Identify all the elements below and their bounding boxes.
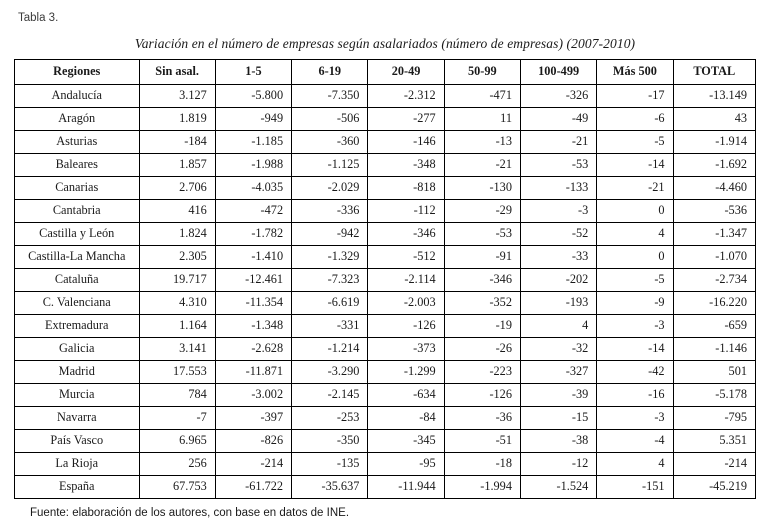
cell-value: -2.628 <box>215 338 291 361</box>
cell-value: -184 <box>139 131 215 154</box>
table-row <box>15 177 756 200</box>
cell-region: Castilla y León <box>15 223 140 246</box>
cell-value: -135 <box>292 453 368 476</box>
cell-region: Murcia <box>15 384 140 407</box>
cell-value: -49 <box>520 108 596 131</box>
cell-total: -1.914 <box>673 131 755 154</box>
table-row <box>15 315 756 338</box>
cell-value: -3 <box>520 200 596 223</box>
column-header-6: 100-499 <box>520 60 596 85</box>
cell-value: -11.944 <box>368 476 444 499</box>
cell-region: Andalucía <box>15 85 140 108</box>
cell-value: -26 <box>444 338 520 361</box>
cell-total: -13.149 <box>673 85 755 108</box>
column-header-regiones: Regiones <box>15 60 140 85</box>
cell-value: -223 <box>444 361 520 384</box>
cell-region: Extremadura <box>15 315 140 338</box>
cell-value: -634 <box>368 384 444 407</box>
cell-value: -4.035 <box>215 177 291 200</box>
cell-value: -350 <box>292 430 368 453</box>
cell-value: -9 <box>597 292 673 315</box>
cell-total: -1.070 <box>673 246 755 269</box>
cell-value: -253 <box>292 407 368 430</box>
cell-value: -1.410 <box>215 246 291 269</box>
cell-region: Cantabria <box>15 200 140 223</box>
cell-value: -112 <box>368 200 444 223</box>
cell-value: -16 <box>597 384 673 407</box>
cell-total: -4.460 <box>673 177 755 200</box>
cell-value: -14 <box>597 338 673 361</box>
table-row <box>15 154 756 177</box>
cell-value: -151 <box>597 476 673 499</box>
table-row <box>15 476 756 499</box>
cell-value: -7.350 <box>292 85 368 108</box>
cell-value: -19 <box>444 315 520 338</box>
table-row <box>15 384 756 407</box>
cell-value: 0 <box>597 246 673 269</box>
cell-total: -1.347 <box>673 223 755 246</box>
cell-value: -3.290 <box>292 361 368 384</box>
cell-value: -53 <box>444 223 520 246</box>
cell-value: -12.461 <box>215 269 291 292</box>
cell-value: -32 <box>520 338 596 361</box>
cell-value: -126 <box>368 315 444 338</box>
cell-value: -3 <box>597 407 673 430</box>
cell-value: -506 <box>292 108 368 131</box>
cell-region: País Vasco <box>15 430 140 453</box>
table-source-note: Fuente: elaboración de los autores, con base en datos de INE. <box>30 507 350 519</box>
cell-value: -373 <box>368 338 444 361</box>
cell-value: 2.305 <box>139 246 215 269</box>
cell-value: 11 <box>444 108 520 131</box>
cell-value: -346 <box>444 269 520 292</box>
cell-value: -11.871 <box>215 361 291 384</box>
cell-value: -36 <box>444 407 520 430</box>
cell-region: Cataluña <box>15 269 140 292</box>
cell-total: -659 <box>673 315 755 338</box>
cell-value: -2.029 <box>292 177 368 200</box>
cell-value: 4 <box>597 223 673 246</box>
cell-value: -61.722 <box>215 476 291 499</box>
cell-value: -5 <box>597 131 673 154</box>
cell-value: 2.706 <box>139 177 215 200</box>
cell-region: Asturias <box>15 131 140 154</box>
cell-value: -1.348 <box>215 315 291 338</box>
cell-value: -42 <box>597 361 673 384</box>
cell-value: -2.003 <box>368 292 444 315</box>
cell-total: 43 <box>673 108 755 131</box>
cell-value: -512 <box>368 246 444 269</box>
cell-total: -214 <box>673 453 755 476</box>
cell-value: 4.310 <box>139 292 215 315</box>
cell-value: -345 <box>368 430 444 453</box>
cell-value: -1.782 <box>215 223 291 246</box>
table-row <box>15 407 756 430</box>
cell-total: -45.219 <box>673 476 755 499</box>
column-header-3: 6-19 <box>292 60 368 85</box>
cell-value: -1.329 <box>292 246 368 269</box>
cell-value: -397 <box>215 407 291 430</box>
cell-value: -6.619 <box>292 292 368 315</box>
cell-value: -4 <box>597 430 673 453</box>
cell-total: -795 <box>673 407 755 430</box>
cell-value: 6.965 <box>139 430 215 453</box>
cell-value: 784 <box>139 384 215 407</box>
cell-value: -193 <box>520 292 596 315</box>
table-row <box>15 338 756 361</box>
cell-region: Baleares <box>15 154 140 177</box>
cell-value: -13 <box>444 131 520 154</box>
cell-value: -17 <box>597 85 673 108</box>
cell-value: 4 <box>520 315 596 338</box>
cell-value: -3 <box>597 315 673 338</box>
cell-value: -6 <box>597 108 673 131</box>
cell-value: 1.164 <box>139 315 215 338</box>
cell-value: -3.002 <box>215 384 291 407</box>
cell-value: -214 <box>215 453 291 476</box>
cell-value: -84 <box>368 407 444 430</box>
column-header-4: 20-49 <box>368 60 444 85</box>
column-header-1: Sin asal. <box>139 60 215 85</box>
cell-region: Castilla-La Mancha <box>15 246 140 269</box>
table-row <box>15 131 756 154</box>
cell-total: -1.146 <box>673 338 755 361</box>
cell-value: -826 <box>215 430 291 453</box>
cell-value: -38 <box>520 430 596 453</box>
table-row <box>15 246 756 269</box>
cell-region: La Rioja <box>15 453 140 476</box>
cell-value: -130 <box>444 177 520 200</box>
table-row <box>15 292 756 315</box>
column-header-5: 50-99 <box>444 60 520 85</box>
table-row <box>15 453 756 476</box>
cell-value: 3.141 <box>139 338 215 361</box>
table-body <box>15 85 756 499</box>
cell-value: -21 <box>520 131 596 154</box>
cell-value: 67.753 <box>139 476 215 499</box>
table-row <box>15 430 756 453</box>
cell-value: 1.824 <box>139 223 215 246</box>
cell-value: -1.125 <box>292 154 368 177</box>
table-row <box>15 85 756 108</box>
cell-value: -52 <box>520 223 596 246</box>
cell-value: -1.214 <box>292 338 368 361</box>
column-header-8: TOTAL <box>673 60 755 85</box>
cell-value: -326 <box>520 85 596 108</box>
table-row <box>15 200 756 223</box>
cell-value: -33 <box>520 246 596 269</box>
cell-value: -2.312 <box>368 85 444 108</box>
cell-value: 256 <box>139 453 215 476</box>
table-label: Tabla 3. <box>18 12 59 24</box>
cell-value: 19.717 <box>139 269 215 292</box>
cell-value: -18 <box>444 453 520 476</box>
cell-value: -277 <box>368 108 444 131</box>
table-row <box>15 108 756 131</box>
cell-value: 17.553 <box>139 361 215 384</box>
column-header-2: 1-5 <box>215 60 291 85</box>
table-title: Variación en el número de empresas según asalariados (número de empresas) (2007-2010) <box>134 36 636 51</box>
cell-value: -14 <box>597 154 673 177</box>
cell-value: -818 <box>368 177 444 200</box>
cell-value: -21 <box>444 154 520 177</box>
cell-value: -146 <box>368 131 444 154</box>
cell-value: -35.637 <box>292 476 368 499</box>
cell-value: -1.299 <box>368 361 444 384</box>
data-table <box>14 59 756 499</box>
cell-value: -336 <box>292 200 368 223</box>
cell-value: -942 <box>292 223 368 246</box>
cell-value: -2.145 <box>292 384 368 407</box>
cell-region: Aragón <box>15 108 140 131</box>
table-row <box>15 361 756 384</box>
cell-value: -472 <box>215 200 291 223</box>
table-header <box>15 60 756 85</box>
cell-region: Navarra <box>15 407 140 430</box>
cell-value: -12 <box>520 453 596 476</box>
cell-value: -126 <box>444 384 520 407</box>
cell-value: -360 <box>292 131 368 154</box>
cell-value: -1.524 <box>520 476 596 499</box>
cell-region: España <box>15 476 140 499</box>
cell-value: -7.323 <box>292 269 368 292</box>
cell-value: -39 <box>520 384 596 407</box>
cell-value: -949 <box>215 108 291 131</box>
cell-value: -91 <box>444 246 520 269</box>
cell-value: -133 <box>520 177 596 200</box>
cell-value: -95 <box>368 453 444 476</box>
cell-total: 5.351 <box>673 430 755 453</box>
cell-value: -202 <box>520 269 596 292</box>
cell-value: -7 <box>139 407 215 430</box>
cell-value: -1.185 <box>215 131 291 154</box>
cell-value: 416 <box>139 200 215 223</box>
cell-value: 1.857 <box>139 154 215 177</box>
cell-value: -11.354 <box>215 292 291 315</box>
cell-value: -352 <box>444 292 520 315</box>
cell-value: -15 <box>520 407 596 430</box>
table-row <box>15 269 756 292</box>
table-header-row <box>15 60 756 85</box>
cell-total: -536 <box>673 200 755 223</box>
cell-value: -21 <box>597 177 673 200</box>
cell-value: -53 <box>520 154 596 177</box>
cell-value: -29 <box>444 200 520 223</box>
cell-value: -327 <box>520 361 596 384</box>
cell-value: 0 <box>597 200 673 223</box>
cell-value: -1.988 <box>215 154 291 177</box>
cell-total: -2.734 <box>673 269 755 292</box>
cell-total: -1.692 <box>673 154 755 177</box>
cell-value: -5.800 <box>215 85 291 108</box>
cell-region: Galicia <box>15 338 140 361</box>
cell-region: Canarias <box>15 177 140 200</box>
cell-value: -346 <box>368 223 444 246</box>
cell-region: Madrid <box>15 361 140 384</box>
cell-value: -348 <box>368 154 444 177</box>
cell-value: -5 <box>597 269 673 292</box>
cell-value: -331 <box>292 315 368 338</box>
cell-total: -5.178 <box>673 384 755 407</box>
cell-value: -1.994 <box>444 476 520 499</box>
cell-value: -2.114 <box>368 269 444 292</box>
cell-value: 1.819 <box>139 108 215 131</box>
cell-value: 4 <box>597 453 673 476</box>
cell-total: -16.220 <box>673 292 755 315</box>
cell-value: -51 <box>444 430 520 453</box>
table-row <box>15 223 756 246</box>
cell-total: 501 <box>673 361 755 384</box>
cell-region: C. Valenciana <box>15 292 140 315</box>
cell-value: -471 <box>444 85 520 108</box>
column-header-7: Más 500 <box>597 60 673 85</box>
cell-value: 3.127 <box>139 85 215 108</box>
